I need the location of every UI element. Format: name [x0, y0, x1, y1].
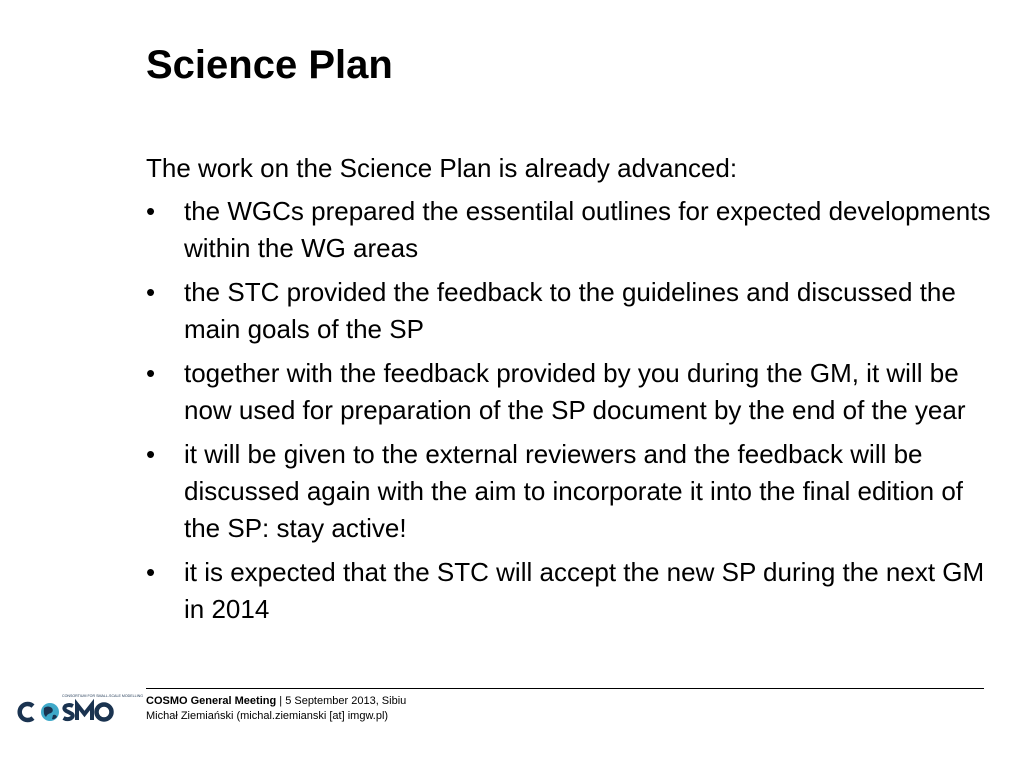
- bullet-item: [146, 193, 996, 267]
- bullet-list: [146, 193, 996, 628]
- footer-separator: |: [276, 695, 286, 707]
- bullet-marker: •: [146, 277, 156, 307]
- logo-letter-c-icon: [20, 704, 33, 720]
- bullet-item: [146, 554, 996, 628]
- footer-author: Michał Ziemiański (michal.ziemianski [at] imgw.pl): [146, 710, 389, 722]
- bullet-item: [146, 274, 996, 348]
- cosmo-logo: [16, 692, 144, 726]
- footer: [146, 694, 406, 724]
- bullet-text: the WGCs prepared the essentilal outlines for expected developments within the WG areas: [184, 196, 991, 263]
- bullet-text: the STC provided the feedback to the guidelines and discussed the main goals of the SP: [184, 277, 956, 344]
- logo-letter-s-icon: [64, 705, 74, 719]
- footer-line-event: [146, 694, 406, 709]
- logo-letter-o-icon: [97, 705, 112, 720]
- bullet-marker: •: [146, 358, 156, 388]
- bullet-marker: •: [146, 196, 156, 226]
- slide-body: [146, 150, 996, 635]
- bullet-item: [146, 355, 996, 429]
- footer-event: COSMO General Meeting: [146, 695, 277, 707]
- bullet-marker: •: [146, 557, 156, 587]
- slide-title: Science Plan: [146, 43, 393, 87]
- logo-tagline: CONSORTIUM FOR SMALL-SCALE MODELLING: [62, 694, 144, 698]
- globe-icon: [41, 703, 59, 721]
- bullet-text: together with the feedback provided by you during the GM, it will be now used for preparation of the SP document by the end of the year: [184, 358, 966, 425]
- footer-divider: [146, 688, 984, 689]
- bullet-item: [146, 436, 996, 547]
- intro-text: The work on the Science Plan is already advanced:: [146, 153, 738, 183]
- footer-date-place: 5 September 2013, Sibiu: [285, 695, 407, 707]
- logo-letter-m-icon: [77, 705, 92, 721]
- bullet-marker: •: [146, 439, 156, 469]
- bullet-text: it is expected that the STC will accept the new SP during the next GM in 2014: [184, 557, 985, 624]
- bullet-text: it will be given to the external reviewers and the feedback will be discussed again with the aim to incorporate it into the final edition of the SP: stay active!: [184, 439, 964, 543]
